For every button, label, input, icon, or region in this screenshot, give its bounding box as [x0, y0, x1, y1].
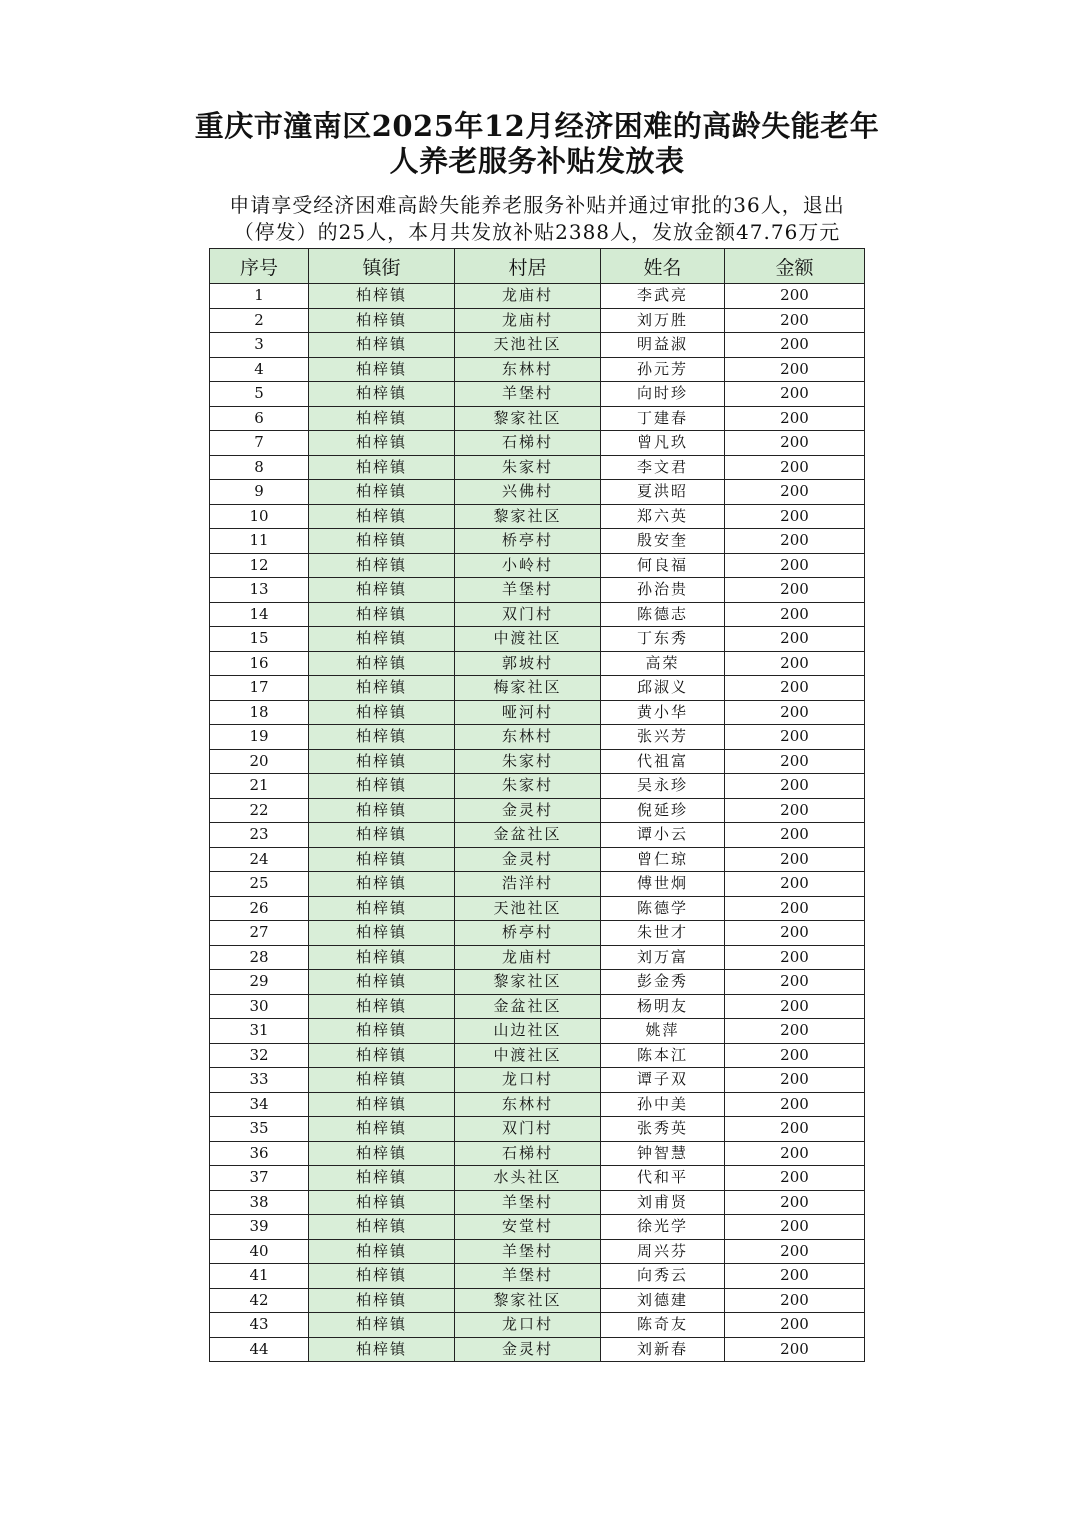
cell-amount: 200	[725, 798, 865, 823]
cell-index: 16	[210, 651, 309, 676]
cell-index: 10	[210, 504, 309, 529]
cell-village: 天池社区	[455, 896, 601, 921]
cell-amount: 200	[725, 1141, 865, 1166]
cell-village: 黎家社区	[455, 504, 601, 529]
cell-village: 朱家村	[455, 455, 601, 480]
table-row	[210, 872, 865, 897]
table-row	[210, 578, 865, 603]
cell-name: 向秀云	[601, 1264, 725, 1289]
cell-town: 柏梓镇	[309, 529, 455, 554]
document-title-line-2: 人养老服务补贴发放表	[389, 144, 685, 178]
cell-amount: 200	[725, 896, 865, 921]
cell-town: 柏梓镇	[309, 1313, 455, 1338]
cell-name: 刘新春	[601, 1337, 725, 1362]
cell-village: 龙口村	[455, 1068, 601, 1093]
cell-village: 中渡社区	[455, 627, 601, 652]
table-row	[210, 896, 865, 921]
cell-village: 石梯村	[455, 1141, 601, 1166]
header-town: 镇街	[309, 249, 455, 284]
cell-town: 柏梓镇	[309, 1092, 455, 1117]
cell-town: 柏梓镇	[309, 896, 455, 921]
cell-amount: 200	[725, 945, 865, 970]
cell-name: 邱淑义	[601, 676, 725, 701]
cell-index: 20	[210, 749, 309, 774]
cell-index: 14	[210, 602, 309, 627]
cell-village: 东林村	[455, 357, 601, 382]
table-row	[210, 602, 865, 627]
cell-amount: 200	[725, 1068, 865, 1093]
cell-amount: 200	[725, 480, 865, 505]
cell-village: 桥亭村	[455, 529, 601, 554]
cell-amount: 200	[725, 1019, 865, 1044]
table-row	[210, 357, 865, 382]
cell-village: 羊堡村	[455, 1264, 601, 1289]
cell-amount: 200	[725, 1337, 865, 1362]
cell-village: 黎家社区	[455, 406, 601, 431]
cell-name: 孙元芳	[601, 357, 725, 382]
cell-name: 刘德建	[601, 1288, 725, 1313]
cell-index: 44	[210, 1337, 309, 1362]
cell-name: 向时珍	[601, 382, 725, 407]
table-row	[210, 480, 865, 505]
cell-town: 柏梓镇	[309, 1239, 455, 1264]
cell-village: 龙口村	[455, 1313, 601, 1338]
cell-amount: 200	[725, 872, 865, 897]
table-row	[210, 284, 865, 309]
cell-name: 何良福	[601, 553, 725, 578]
cell-index: 6	[210, 406, 309, 431]
cell-town: 柏梓镇	[309, 627, 455, 652]
cell-village: 朱家村	[455, 774, 601, 799]
cell-amount: 200	[725, 504, 865, 529]
cell-village: 东林村	[455, 1092, 601, 1117]
cell-town: 柏梓镇	[309, 676, 455, 701]
cell-town: 柏梓镇	[309, 284, 455, 309]
cell-town: 柏梓镇	[309, 1117, 455, 1142]
cell-village: 石梯村	[455, 431, 601, 456]
cell-index: 37	[210, 1166, 309, 1191]
cell-name: 李武亮	[601, 284, 725, 309]
cell-town: 柏梓镇	[309, 553, 455, 578]
cell-village: 黎家社区	[455, 1288, 601, 1313]
cell-amount: 200	[725, 357, 865, 382]
cell-index: 39	[210, 1215, 309, 1240]
cell-index: 12	[210, 553, 309, 578]
cell-index: 30	[210, 994, 309, 1019]
cell-amount: 200	[725, 847, 865, 872]
cell-town: 柏梓镇	[309, 1215, 455, 1240]
cell-town: 柏梓镇	[309, 994, 455, 1019]
cell-name: 陈奇友	[601, 1313, 725, 1338]
cell-village: 金灵村	[455, 847, 601, 872]
cell-name: 李文君	[601, 455, 725, 480]
cell-name: 傅世炯	[601, 872, 725, 897]
cell-amount: 200	[725, 1092, 865, 1117]
cell-name: 张秀英	[601, 1117, 725, 1142]
cell-amount: 200	[725, 406, 865, 431]
cell-village: 金灵村	[455, 798, 601, 823]
table-row	[210, 627, 865, 652]
cell-index: 32	[210, 1043, 309, 1068]
cell-name: 吴永珍	[601, 774, 725, 799]
cell-amount: 200	[725, 725, 865, 750]
cell-index: 4	[210, 357, 309, 382]
cell-amount: 200	[725, 602, 865, 627]
cell-index: 9	[210, 480, 309, 505]
cell-amount: 200	[725, 1313, 865, 1338]
cell-index: 2	[210, 308, 309, 333]
cell-town: 柏梓镇	[309, 700, 455, 725]
cell-amount: 200	[725, 774, 865, 799]
cell-index: 40	[210, 1239, 309, 1264]
cell-amount: 200	[725, 1166, 865, 1191]
cell-amount: 200	[725, 1117, 865, 1142]
cell-amount: 200	[725, 284, 865, 309]
cell-town: 柏梓镇	[309, 945, 455, 970]
cell-amount: 200	[725, 308, 865, 333]
cell-amount: 200	[725, 529, 865, 554]
table-row	[210, 700, 865, 725]
cell-name: 刘万胜	[601, 308, 725, 333]
table-row	[210, 504, 865, 529]
cell-town: 柏梓镇	[309, 823, 455, 848]
cell-amount: 200	[725, 1215, 865, 1240]
cell-amount: 200	[725, 700, 865, 725]
cell-index: 42	[210, 1288, 309, 1313]
cell-index: 21	[210, 774, 309, 799]
table-row	[210, 994, 865, 1019]
table-row	[210, 1190, 865, 1215]
cell-village: 郭坡村	[455, 651, 601, 676]
cell-name: 张兴芳	[601, 725, 725, 750]
cell-name: 陈德志	[601, 602, 725, 627]
cell-amount: 200	[725, 921, 865, 946]
table-row	[210, 1019, 865, 1044]
cell-town: 柏梓镇	[309, 1288, 455, 1313]
cell-name: 倪延珍	[601, 798, 725, 823]
cell-town: 柏梓镇	[309, 749, 455, 774]
cell-village: 羊堡村	[455, 1190, 601, 1215]
cell-amount: 200	[725, 553, 865, 578]
cell-index: 13	[210, 578, 309, 603]
cell-town: 柏梓镇	[309, 431, 455, 456]
cell-village: 龙庙村	[455, 284, 601, 309]
table-header-row	[210, 249, 865, 284]
cell-index: 11	[210, 529, 309, 554]
cell-village: 金灵村	[455, 1337, 601, 1362]
cell-town: 柏梓镇	[309, 921, 455, 946]
table-row	[210, 1166, 865, 1191]
cell-index: 15	[210, 627, 309, 652]
table-row	[210, 847, 865, 872]
cell-village: 双门村	[455, 602, 601, 627]
cell-index: 31	[210, 1019, 309, 1044]
cell-index: 33	[210, 1068, 309, 1093]
cell-name: 钟智慧	[601, 1141, 725, 1166]
cell-town: 柏梓镇	[309, 357, 455, 382]
cell-amount: 200	[725, 994, 865, 1019]
cell-name: 周兴芬	[601, 1239, 725, 1264]
cell-town: 柏梓镇	[309, 602, 455, 627]
cell-name: 黄小华	[601, 700, 725, 725]
table-row	[210, 1337, 865, 1362]
cell-index: 5	[210, 382, 309, 407]
cell-index: 22	[210, 798, 309, 823]
cell-town: 柏梓镇	[309, 308, 455, 333]
cell-index: 17	[210, 676, 309, 701]
cell-town: 柏梓镇	[309, 1019, 455, 1044]
cell-village: 羊堡村	[455, 578, 601, 603]
cell-name: 曾凡玖	[601, 431, 725, 456]
table-row	[210, 651, 865, 676]
cell-village: 小岭村	[455, 553, 601, 578]
table-body	[210, 284, 865, 1362]
subsidy-table	[209, 248, 865, 1362]
header-name: 姓名	[601, 249, 725, 284]
summary-line-2: （停发）的25人，本月共发放补贴2388人，发放金额47.76万元	[233, 220, 841, 244]
cell-town: 柏梓镇	[309, 480, 455, 505]
cell-index: 8	[210, 455, 309, 480]
cell-town: 柏梓镇	[309, 1068, 455, 1093]
cell-amount: 200	[725, 1190, 865, 1215]
header-index: 序号	[210, 249, 309, 284]
cell-name: 朱世才	[601, 921, 725, 946]
cell-index: 25	[210, 872, 309, 897]
cell-index: 43	[210, 1313, 309, 1338]
cell-name: 殷安奎	[601, 529, 725, 554]
cell-village: 金盆社区	[455, 823, 601, 848]
table-row	[210, 921, 865, 946]
cell-name: 代祖富	[601, 749, 725, 774]
cell-village: 龙庙村	[455, 945, 601, 970]
cell-amount: 200	[725, 1239, 865, 1264]
cell-town: 柏梓镇	[309, 1141, 455, 1166]
cell-amount: 200	[725, 455, 865, 480]
cell-index: 3	[210, 333, 309, 358]
table-row	[210, 1068, 865, 1093]
table-row	[210, 1264, 865, 1289]
cell-index: 29	[210, 970, 309, 995]
cell-village: 羊堡村	[455, 1239, 601, 1264]
table-row	[210, 382, 865, 407]
table-row	[210, 1092, 865, 1117]
cell-name: 徐光学	[601, 1215, 725, 1240]
cell-name: 杨明友	[601, 994, 725, 1019]
table-row	[210, 945, 865, 970]
cell-amount: 200	[725, 382, 865, 407]
table-row	[210, 333, 865, 358]
table-row	[210, 1215, 865, 1240]
cell-name: 丁建春	[601, 406, 725, 431]
cell-town: 柏梓镇	[309, 774, 455, 799]
cell-name: 曾仁琼	[601, 847, 725, 872]
cell-village: 黎家社区	[455, 970, 601, 995]
cell-amount: 200	[725, 1043, 865, 1068]
cell-village: 羊堡村	[455, 382, 601, 407]
cell-town: 柏梓镇	[309, 504, 455, 529]
cell-name: 刘甫贤	[601, 1190, 725, 1215]
cell-index: 28	[210, 945, 309, 970]
header-village: 村居	[455, 249, 601, 284]
cell-index: 26	[210, 896, 309, 921]
cell-amount: 200	[725, 970, 865, 995]
cell-town: 柏梓镇	[309, 847, 455, 872]
cell-index: 1	[210, 284, 309, 309]
cell-name: 孙治贵	[601, 578, 725, 603]
table-row	[210, 553, 865, 578]
cell-name: 谭小云	[601, 823, 725, 848]
cell-village: 兴佛村	[455, 480, 601, 505]
cell-amount: 200	[725, 1288, 865, 1313]
cell-amount: 200	[725, 333, 865, 358]
table-row	[210, 455, 865, 480]
cell-name: 夏洪昭	[601, 480, 725, 505]
table-row	[210, 431, 865, 456]
table-row	[210, 1313, 865, 1338]
header-amount: 金额	[725, 249, 865, 284]
cell-amount: 200	[725, 651, 865, 676]
cell-village: 天池社区	[455, 333, 601, 358]
cell-town: 柏梓镇	[309, 651, 455, 676]
table-row	[210, 1141, 865, 1166]
cell-village: 浩洋村	[455, 872, 601, 897]
table-row	[210, 1239, 865, 1264]
cell-amount: 200	[725, 823, 865, 848]
document-title-line-1: 重庆市潼南区2025年12月经济困难的高龄失能老年	[194, 109, 880, 143]
cell-index: 18	[210, 700, 309, 725]
table-row	[210, 798, 865, 823]
table-row	[210, 1288, 865, 1313]
cell-town: 柏梓镇	[309, 1043, 455, 1068]
table-row	[210, 774, 865, 799]
cell-index: 24	[210, 847, 309, 872]
table-row	[210, 529, 865, 554]
cell-town: 柏梓镇	[309, 1190, 455, 1215]
cell-name: 姚萍	[601, 1019, 725, 1044]
cell-name: 高荣	[601, 651, 725, 676]
cell-village: 水头社区	[455, 1166, 601, 1191]
cell-village: 梅家社区	[455, 676, 601, 701]
table-row	[210, 308, 865, 333]
cell-town: 柏梓镇	[309, 578, 455, 603]
cell-village: 哑河村	[455, 700, 601, 725]
cell-town: 柏梓镇	[309, 406, 455, 431]
cell-village: 安堂村	[455, 1215, 601, 1240]
cell-village: 龙庙村	[455, 308, 601, 333]
cell-name: 郑六英	[601, 504, 725, 529]
cell-index: 23	[210, 823, 309, 848]
cell-town: 柏梓镇	[309, 798, 455, 823]
cell-index: 38	[210, 1190, 309, 1215]
cell-village: 中渡社区	[455, 1043, 601, 1068]
table-row	[210, 823, 865, 848]
cell-village: 朱家村	[455, 749, 601, 774]
cell-town: 柏梓镇	[309, 455, 455, 480]
cell-village: 金盆社区	[455, 994, 601, 1019]
cell-town: 柏梓镇	[309, 382, 455, 407]
cell-index: 7	[210, 431, 309, 456]
table-row	[210, 676, 865, 701]
cell-name: 陈德学	[601, 896, 725, 921]
table-row	[210, 725, 865, 750]
cell-name: 孙中美	[601, 1092, 725, 1117]
cell-name: 谭子双	[601, 1068, 725, 1093]
table-row	[210, 406, 865, 431]
cell-village: 双门村	[455, 1117, 601, 1142]
cell-name: 刘万富	[601, 945, 725, 970]
cell-town: 柏梓镇	[309, 1264, 455, 1289]
cell-index: 36	[210, 1141, 309, 1166]
cell-amount: 200	[725, 431, 865, 456]
cell-name: 丁东秀	[601, 627, 725, 652]
cell-town: 柏梓镇	[309, 1337, 455, 1362]
table-row	[210, 1043, 865, 1068]
table-row	[210, 970, 865, 995]
cell-amount: 200	[725, 676, 865, 701]
cell-town: 柏梓镇	[309, 725, 455, 750]
cell-index: 34	[210, 1092, 309, 1117]
cell-index: 41	[210, 1264, 309, 1289]
cell-village: 桥亭村	[455, 921, 601, 946]
cell-town: 柏梓镇	[309, 872, 455, 897]
cell-village: 山边社区	[455, 1019, 601, 1044]
cell-amount: 200	[725, 749, 865, 774]
cell-amount: 200	[725, 578, 865, 603]
cell-town: 柏梓镇	[309, 1166, 455, 1191]
cell-index: 27	[210, 921, 309, 946]
cell-amount: 200	[725, 627, 865, 652]
cell-name: 代和平	[601, 1166, 725, 1191]
table-row	[210, 1117, 865, 1142]
cell-amount: 200	[725, 1264, 865, 1289]
cell-name: 彭金秀	[601, 970, 725, 995]
cell-town: 柏梓镇	[309, 333, 455, 358]
cell-index: 19	[210, 725, 309, 750]
cell-name: 陈本江	[601, 1043, 725, 1068]
cell-name: 明益淑	[601, 333, 725, 358]
table-row	[210, 749, 865, 774]
cell-village: 东林村	[455, 725, 601, 750]
cell-town: 柏梓镇	[309, 970, 455, 995]
cell-index: 35	[210, 1117, 309, 1142]
summary-line-1: 申请享受经济困难高龄失能养老服务补贴并通过审批的36人，退出	[229, 193, 845, 217]
